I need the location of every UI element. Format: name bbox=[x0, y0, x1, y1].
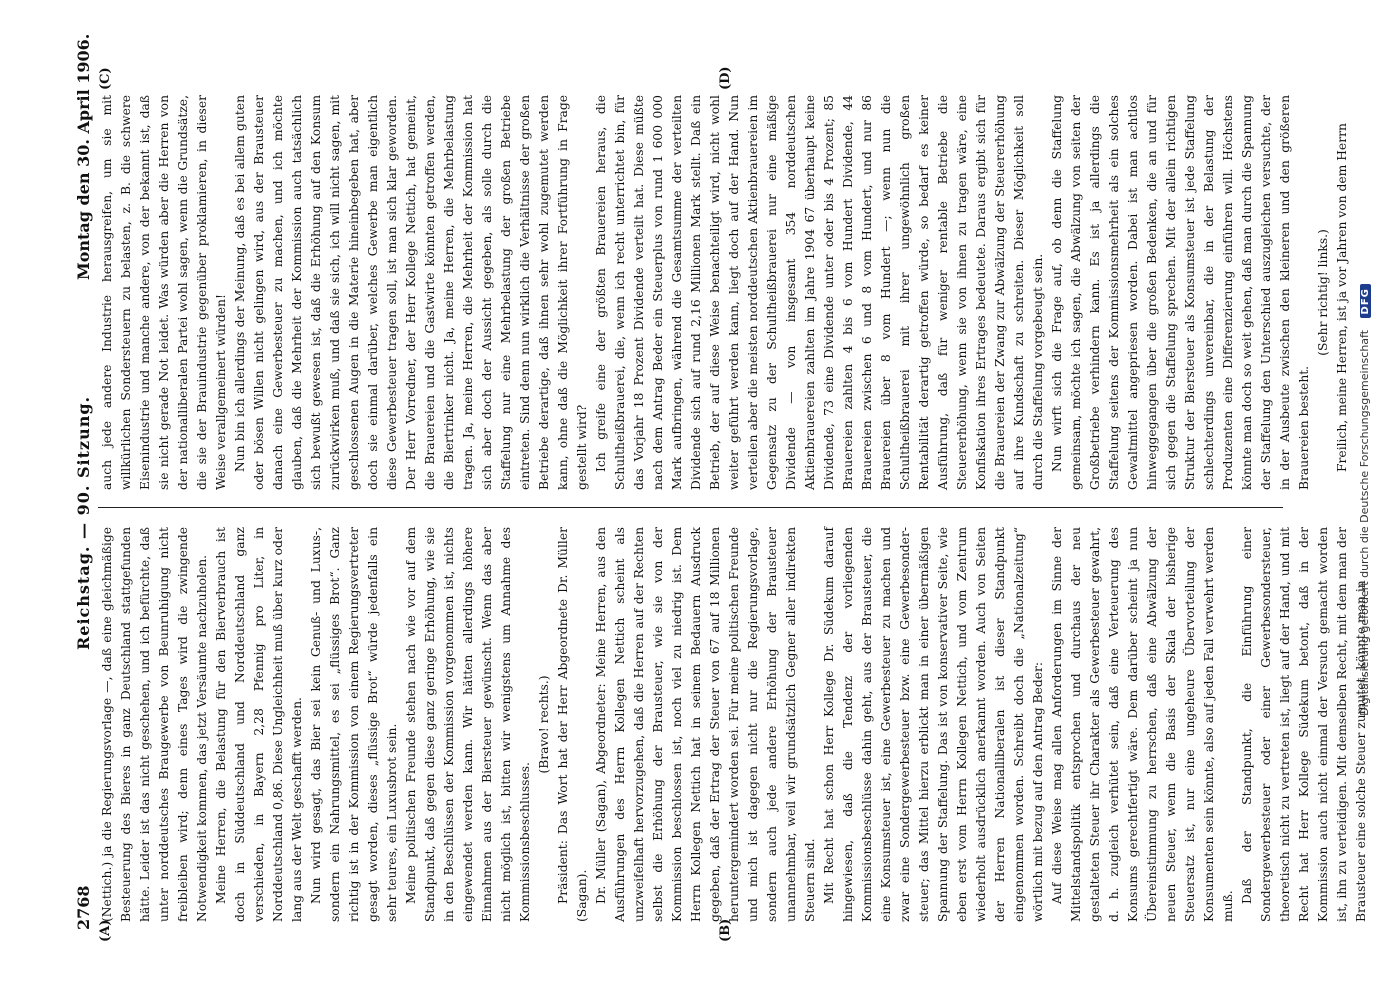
session-title: Reichstag. — 90. Sitzung. bbox=[74, 395, 93, 650]
credit-text: Digitalisierung gefördert durch die Deutsche Forschungsgemeinschaft bbox=[1358, 329, 1371, 716]
paragraph: auch jede andere Industrie herausgreifen, um sie mit willkürlichen Sondersteuern zu belasten, z. B. die schwere Eisenindustrie und manche andere, von der bekannt ist, daß sie nicht gerade Not leidet. Was würden aber die Herren von der nationalliberalen Partei wohl sagen, wenn die Grundsätze, die sie der Brauindustrie gegenüber proklamieren, in dieser Weise verallgemeinert würden! bbox=[100, 95, 228, 490]
paragraph: Meine politischen Freunde stehen nach wie vor auf dem Standpunkt, daß gegen diese ganz geringe Erhöhung, wie sie in den Beschlüssen der Kommission vorgenommen ist, nichts eingewendet werden kann. Wir hätten allerdings höhere Einnahmen aus der Biersteuer gewünscht. Wenn das aber nicht möglich ist, bitten wir wenigstens um Annahme des Kommissionsbeschlusses. bbox=[404, 527, 532, 922]
paragraph: Freilich, meine Herren, ist ja vor Jahren von dem Herrn bbox=[1335, 123, 1349, 472]
quoted-paragraph: Auf diese Weise mag allen Anforderungen im Sinne der Mittelstandspolitik entsprochen und durchaus der neu gestalteten Steuer ihr Charakter als Gewerbesteuer gewahrt, d. h. zugleich verhütet sein, daß eine Verteuerung des Konsums gerechtfertigt wäre. Dem darüber scheint ja nun Übereinstimmung zu herrschen, daß eine Abwälzung der neuen Steuer, wenn die Basis der Skala der bisherige Steuersatz ist, nur eine ungeheure Übervorteilung der Konsumenten sein könnte, also auf jeden Fall verwehrt werden muß. bbox=[1050, 527, 1235, 922]
paragraph: Meine Herren, die Belastung für den Bierverbrauch ist doch in Süddeutschland und Norddeutschland ganz verschieden, in Bayern 2,28 Pfennig pro Liter, in Norddeutschland 0,86. Diese Ungleichheit muß über kurz oder lang aus der Welt geschafft werden. bbox=[214, 527, 304, 922]
applause-note: (Bravo! rechts.) bbox=[537, 675, 551, 774]
paragraph: Nun bin ich allerdings der Meinung, daß es bei allem guten oder bösen Willen nicht gelingen wird, aus der Brausteuer danach eine Gewerbesteuer zu machen, und ich möchte glauben, daß die Mehrheit der Kommission auch tatsächlich sich bewußt gewesen ist, daß die Erhöhung auf den Konsum zurückwirken muß, und daß sie sich, ich will nicht sagen, mit geschlossenen Augen in die Materie hineinbegeben hat, aber doch sie einmal darüber, welches Gewerbe man eigentlich diese Gewerbesteuer tragen soll, ist man sich klar geworden. Der Herr Vorredner, der Herr Kollege Nettich, hat gemeint, die Brauereien und die Gastwirte könnten getroffen werden, die Biertrinker nicht. Ja, meine Herren, die Mehrbelastung tragen. Ja, meine Herren, die Mehrheit der Kommission hat sich aber doch der Aussicht gegeben, als solle durch die Staffelung nur eine Mehrbelastung der großen Betriebe eintreten. Sind denn nun wirklich die Verhältnisse der großen Betriebe derartige, daß ihnen sehr wohl zugemutet werden kann, ohne daß die Möglichkeit ihrer Fortführung in Frage gestellt wird? bbox=[233, 95, 589, 490]
paragraph: Daß der Standpunkt, die Einführung einer Sondergewerbesteuer oder einer Gewerbesondersteuer, theoretisch nicht zu vertreten ist, liegt auf der Hand, und mit Recht hat Herr Kollege Südekum betont, daß in der Kommission auch nicht einmal der Versuch gemacht worden ist, ihn zu verteidigen. Mit demselben Recht, mit dem man der Brausteuer eine solche Steuer zumutet, könnte man in bbox=[1240, 527, 1368, 922]
column-divider bbox=[98, 507, 1283, 508]
right-column bbox=[98, 95, 1349, 490]
session-date: Montag den 30. April 1906. bbox=[74, 33, 93, 280]
paragraph: (Nettich.) ja die Regierungsvorlage —, daß eine gleichmäßige Besteuerung des Bieres in ganz Deutschland stattgefunden hätte. Leider ist das nicht geschehen, und ich befürchte, daß unter norddeutsches Braugewerbe von Beunruhigung nicht freibleiben wird; denn eines Tages wird die zwingende Notwendigkeit kommen, das jetzt Versäumte nachzuholen. bbox=[100, 527, 209, 922]
interjection-note: (Sehr richtig! links.) bbox=[1316, 229, 1330, 356]
page-number: 2768 bbox=[74, 885, 93, 930]
margin-marker-a: (A) bbox=[98, 919, 113, 942]
dfg-logo: DFG bbox=[1360, 284, 1371, 318]
paragraph: Ich greife eine der größten Brauereien heraus, die Schultheißbrauerei, die, wenn ich recht unterrichtet bin, für das Vorjahr 18 Prozent Dividende verteilt hat. Diese müßte nach dem Antrag Beder ein Steuerplus von rund 1 600 000 Mark aufbringen, während die Gesamtsumme der verteilten Dividende sich auf rund 2,16 Millionen Mark stellt. Daß ein Betrieb, der auf diese Weise benachteiligt wird, nicht wohl weiter geführt werden kann, liegt doch auf der Hand. Nun verteilen aber die meisten norddeutschen Aktienbrauereien im Gegensatz zu der Schultheißbrauerei nur eine mäßige Dividende — von insgesamt 354 norddeutschen Aktienbrauereien zahlten im Jahre 1904 67 überhaupt keine Dividende, 73 eine Dividende unter oder bis 4 Prozent; 85 Brauereien zahlten 4 bis 6 vom Hundert Dividende, 44 Brauereien zwischen 6 und 8 vom Hundert, und nur 86 Brauereien über 8 vom Hundert —; wenn nun die Schultheißbrauerei mit ihrer ungewöhnlich großen Rentabilität derartig getroffen würde, so bedarf es keiner Ausführung, daß für weniger rentable Betriebe die Steuererhöhung, wenn sie von ihnen zu tragen wäre, eine Konfiskation ihres Ertrages bedeutete. Daraus ergibt sich für die Brauereien der Zwang zur Abwälzung der Steuererhöhung auf ihre Kundschaft zu schreiten. Dieser Möglichkeit soll durch die Staffelung vorgebeugt sein. bbox=[594, 95, 1045, 490]
digitization-credit bbox=[1358, 0, 1371, 1000]
margin-marker-b: (B) bbox=[718, 918, 733, 942]
speaker-paragraph: Dr. Müller (Sagan), Abgeordneter: Meine Herren, aus den Ausführungen des Herrn Kollegen Nettich scheint als unzweifelhaft hervorzugehen, daß die Herren auf der Rechten selbst die Erhöhung der Brausteuer, wie sie von der Kommission beschlossen ist, noch viel zu niedrig ist. Dem Herrn Kollegen Nettich hat in seinem Bedauern Ausdruck gegeben, daß der Ertrag der Steuer von 67 auf 18 Millionen heruntergemindert worden sei. Für meine politischen Freunde und mich ist dagegen nicht nur die Regierungsvorlage, sondern auch jede andere Erhöhung der Brausteuer unannehmbar, weil wir grundsätzlich Gegner aller indirekten Steuern sind. bbox=[594, 527, 817, 922]
margin-marker-c: (C) bbox=[98, 67, 113, 90]
paragraph: Mit Recht hat schon Herr Kollege Dr. Südekum darauf hingewiesen, daß die Tendenz der vorliegenden Kommissionsbeschlüsse dahin geht, aus der Brausteuer, die eine Konsumsteuer ist, eine Gewerbesteuer zu machen und zwar eine Sondergewerbesteuer bzw. eine Gewerbesonder-steuer; das Mittel hierzu erblickt man in einer übermäßigen Spannung der Staffelung. Das ist von konservativer Seite, wie eben erst vom Herrn Kollegen Nettich, und vom Zentrum wiederholt ausdrücklich anerkannt worden. Auch von Seiten der Herren Nationalliberalen ist dieser Standpunkt eingenommen worden. Schreibt doch die „Nationalzeitung“ wörtlich mit bezug auf den Antrag Beder: bbox=[822, 527, 1045, 922]
left-column bbox=[98, 527, 1368, 922]
paragraph: Nun wirft sich die Frage auf, ob denn die Staffelung gemeinsam, möchte ich sagen, die Abwälzung von seiten der Großbetriebe verhindern kann. Es ist ja allerdings die Staffelung seitens der Kommissionsmehrheit als ein solches Gewaltmittel angepriesen worden. Dabei ist man achtlos hinweggegangen über die großen Bedenken, die an und für sich gegen die Staffelung sprechen. Mit der allein richtigen Struktur der Biersteuer als Konsumsteuer ist jede Staffelung schlechterdings unvereinbar, die in der Belastung der Produzenten eine Differenzierung einführen will. Höchstens könnte man doch so weit gehen, daß man durch die Spannung der Staffelung den Unterschied auszugleichen versuchte, der in der Ausbeute zwischen den kleineren und den größeren Brauereien besteht. bbox=[1050, 95, 1311, 490]
paragraph: Nun wird gesagt, das Bier sei kein Genuß- und Luxus-, sondern ein Nahrungsmittel, es sei „flüssiges Brot“. Ganz richtig ist in der Kommission von einem Regierungsvertreter gesagt worden, dieses „flüssige Brot“ würde jedenfalls ein sehr teures, ein Luxusbrot sein. bbox=[309, 527, 399, 922]
margin-marker-d: (D) bbox=[718, 66, 733, 90]
president-statement: Präsident: Das Wort hat der Herr Abgeordnete Dr. Müller (Sagan). bbox=[556, 527, 589, 922]
